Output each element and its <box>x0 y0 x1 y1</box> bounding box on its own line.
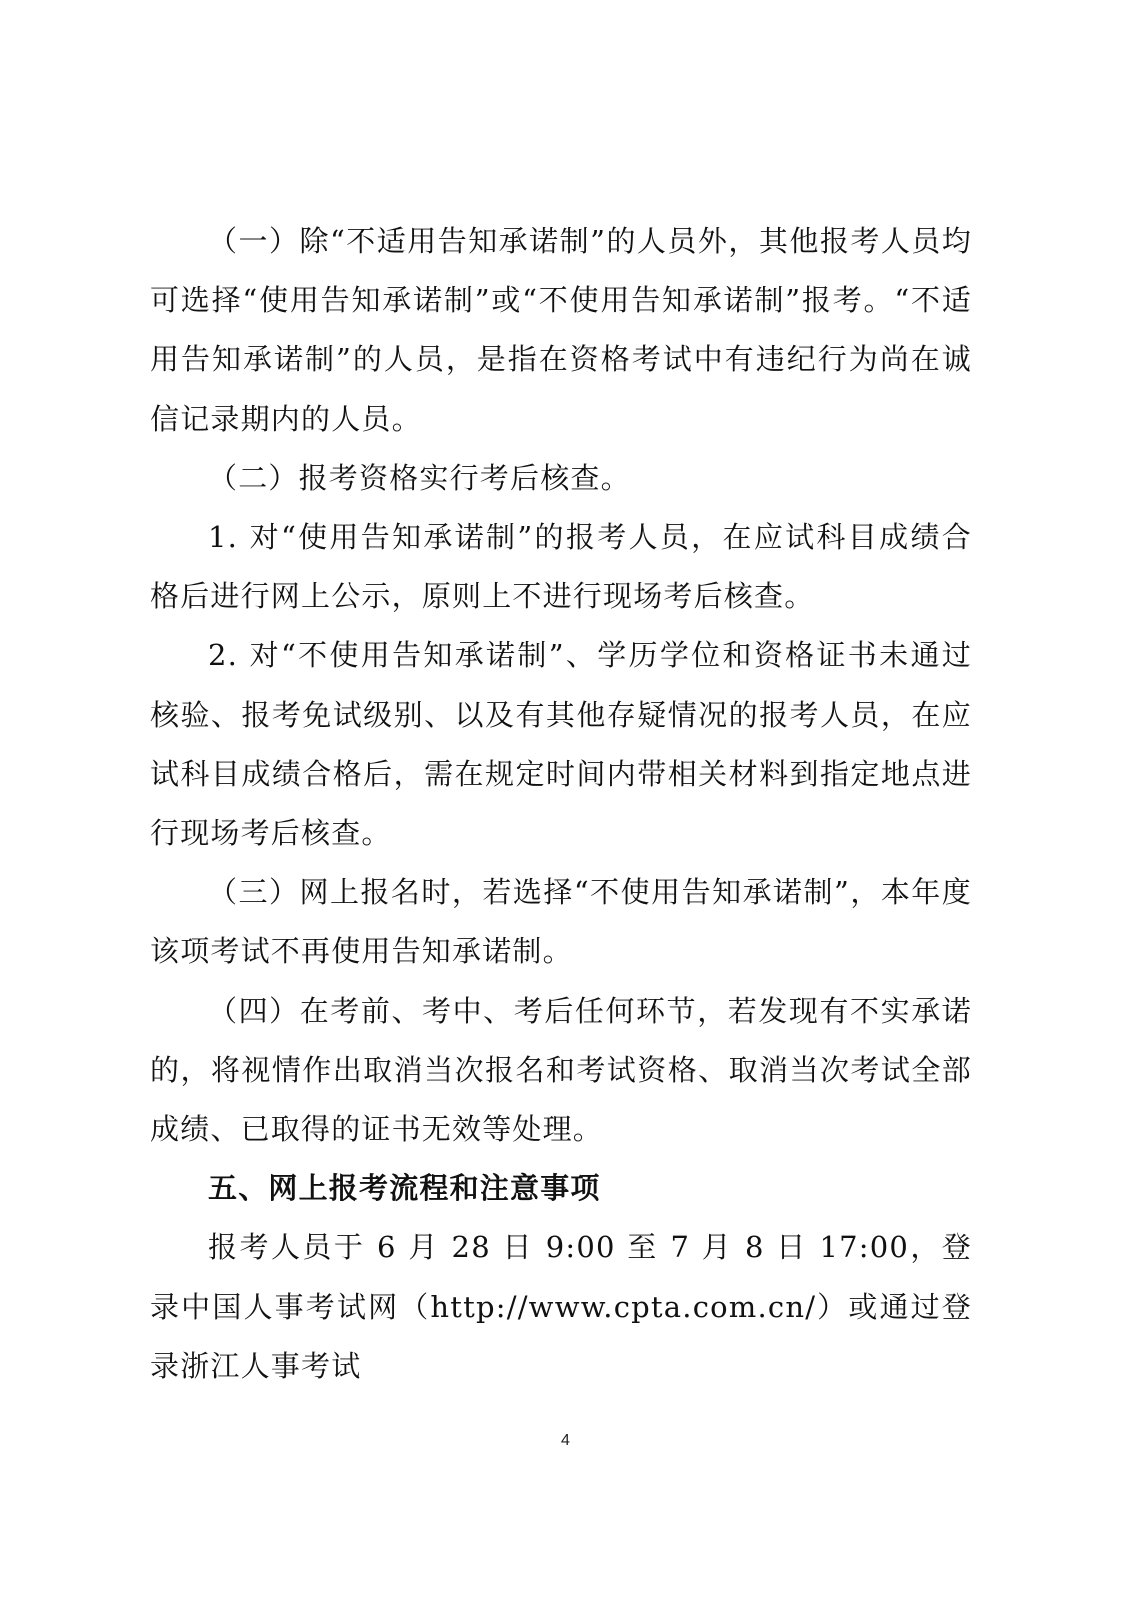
paragraph-6: （四）在考前、考中、考后任何环节，若发现有不实承诺的，将视情作出取消当次报名和考试资格、取消当次考试全部成绩、已取得的证书无效等处理。 <box>150 993 972 1147</box>
section-heading: 五、网上报考流程和注意事项 <box>208 1171 601 1206</box>
paragraph-5: （三）网上报名时，若选择“不使用告知承诺制”，本年度该项考试不再使用告知承诺制。 <box>150 875 972 969</box>
paragraph-3: 1. 对“使用告知承诺制”的报考人员，在应试科目成绩合格后进行网上公示，原则上不进行现场考后核查。 <box>150 520 972 614</box>
paragraph-2: （二）报考资格实行考后核查。 <box>208 460 631 495</box>
paragraph-1: （一）除“不适用告知承诺制”的人员外，其他报考人员均可选择“使用告知承诺制”或“不使用告知承诺制”报考。“不适用告知承诺制”的人员，是指在资格考试中有违纪行为尚在诚信记录期内的人员。 <box>150 224 972 436</box>
document-body <box>150 212 972 1396</box>
final-paragraph: 报考人员于 6 月 28 日 9:00 至 7 月 8 日 17:00，登录中国人事考试网（http://www.cpta.com.cn/）或通过登录浙江人事考试 <box>150 1230 972 1383</box>
page-number: 4 <box>561 1432 570 1449</box>
paragraph-4: 2. 对“不使用告知承诺制”、学历学位和资格证书未通过核验、报考免试级别、以及有其他存疑情况的报考人员，在应试科目成绩合格后，需在规定时间内带相关材料到指定地点进行现场考后核查。 <box>150 638 972 851</box>
